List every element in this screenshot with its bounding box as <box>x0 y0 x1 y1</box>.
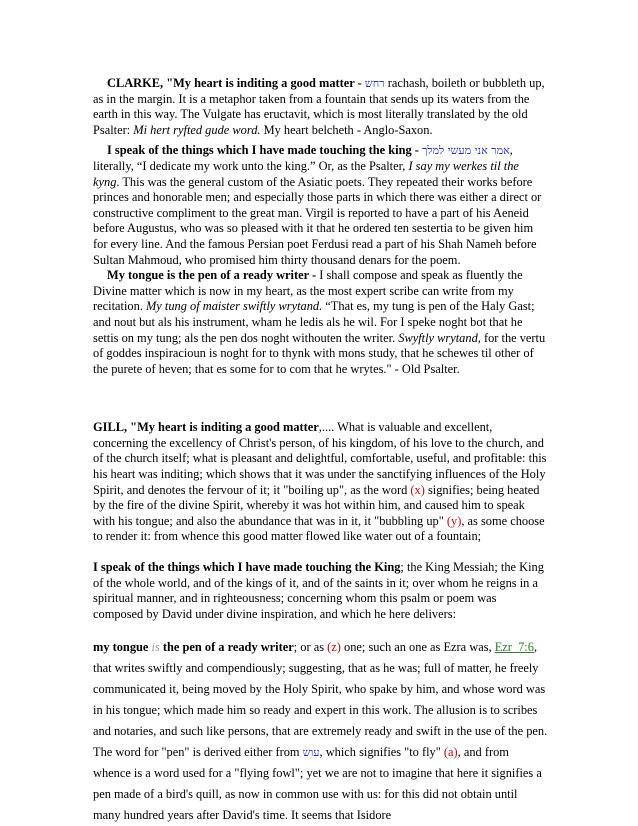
gill-paragraph-3 <box>93 637 548 826</box>
italic-quote: Mi hert ryfted gude word. <box>133 122 261 137</box>
gill-paragraph-2 <box>93 560 548 622</box>
italic-quote: I say my werkes til the kyng <box>93 158 519 189</box>
paragraph-spacer <box>93 545 548 560</box>
gill-paragraph-1 <box>93 420 548 545</box>
body-text: My heart belcheth - Anglo-Saxon. <box>260 122 433 137</box>
body-text: I shall compose and speak as fluently the Divine matter which is now in my heart, as the most expert scribe can write from my recitation. <box>93 268 523 314</box>
footnote-ref-x[interactable]: (x) <box>410 482 425 497</box>
clarke-paragraph-3 <box>93 268 548 377</box>
body-text: “That es, my tung is pen of the Haly Gast; and nout but als his instrument, wham he ledis als he wil. For I speke noght bot that he settis on my tung; als the pen dos noght withouten the writer. <box>93 299 535 345</box>
verse-phrase: my tongue <box>93 640 152 655</box>
footnote-ref-z[interactable]: (z) <box>327 640 341 655</box>
body-text: , as some choose to render it: from whence this good matter flowed like water out of a fountain; <box>93 513 545 544</box>
body-text: , which signifies "to fly" <box>319 745 444 760</box>
gill-heading: GILL, "My heart is inditing a good matter <box>93 420 319 435</box>
body-text: one; such an one as Ezra was, <box>340 640 495 655</box>
body-text: ; or as <box>293 640 328 655</box>
body-text: , literally, “I dedicate my work unto the king.” Or, as the Psalter, <box>93 143 513 173</box>
verse-phrase: I speak of the things which I have made touching the King <box>93 560 401 575</box>
supplied-word: is <box>151 640 160 655</box>
clarke-heading: CLARKE, "My heart is inditing a good matter - <box>107 76 365 90</box>
footnote-ref-a[interactable]: (a) <box>443 745 458 760</box>
italic-quote: My tung of maister swiftly wrytand. <box>145 299 323 314</box>
body-text: , that writes swiftly and compendiously; suggesting, that as he was; full of matter, he freely communicated it, being moved by the Holy Spirit, who spake by him, and whose word was in his tongue; which made him so ready and expert in this work. The allusion is to scribes and notaries, and such like persons, that are extremely ready and swift in the use of the pen. The word for "pen" is derived either from <box>93 640 548 760</box>
footnote-ref-y[interactable]: (y) <box>446 513 462 528</box>
body-text: ,.... What is valuable and excellent, concerning the excellency of Christ's person, of his kingdom, of his love to the church, and of the church itself; what is pleasant and delightful, comfortable, useful, and profitable: this his heart was inditing; which shows that it was under the sanctifying influences of the Holy Spirit, and denotes the fervour of it; it "boiling up", as the word <box>93 420 547 497</box>
italic-quote: Swyftly wrytand <box>398 330 478 345</box>
hebrew-text: רחש <box>364 77 385 90</box>
paragraph-spacer <box>93 622 548 637</box>
body-text: . This was the general custom of the Asiatic poets. They repeated their works before princes and honorable men; and especially those parts in which there was either a direct or constructive compliment to the great man. Virgil is reported to have a part of his Aeneid before Augustus, who was so pleased with it that he ordered ten sestertia to be given him for every line. And the famous Persian poet Ferdusi read a part of his Shah Nameh before Sultan Mahmoud, who promised him thirty thousand denars for the poem. <box>93 174 542 267</box>
clarke-paragraph-2 <box>93 143 548 268</box>
hebrew-text: עוש <box>302 746 320 760</box>
body-text: ; the King Messiah; the King of the whole world, and of the kings of it, and of the saints in it; over whom he reigns in a spiritual manner, and in righteousness; concerning whom this psalm or poem was composed by David under divine inspiration, and which he here delivers: <box>93 560 544 621</box>
scripture-link[interactable]: Ezr_7:6 <box>494 640 534 655</box>
commentary-page <box>93 76 548 826</box>
verse-phrase: My tongue is the pen of a ready writer - <box>107 268 320 283</box>
body-text: , and from whence is a word used for a "flying fowl"; yet we are not to imagine that here it signifies a pen made of a bird's quill, as now in common use with us: for this did not obtain until many hundred years after David's time. It seems that Isidore <box>93 745 542 823</box>
hebrew-text: אמר אני מעשי למלך <box>421 144 510 158</box>
clarke-paragraph-1 <box>93 76 548 138</box>
section-spacer <box>93 377 548 420</box>
verse-phrase: I speak of the things which I have made touching the king - <box>107 143 422 158</box>
body-text: signifies; being heated by the fire of the divine Spirit, whereby it was hot within him, and caused him to speak with his tongue; and also the abundance that was in it, it "bubbling up" <box>93 482 540 528</box>
body-text: rachash, boileth or bubbleth up, as in the margin. It is a metaphor taken from a fountain that sends up its waters from the earth in this way. The Vulgate has eructavit, which is most literally translated by the old Psalter: <box>93 76 545 137</box>
body-text: , for the vertu of goddes inspiracioun is noght for to thynk with mons study, that he schewes til other of the purete of heven; that es some for to com that he wrytes." - Old Psalter. <box>93 330 546 376</box>
verse-phrase: the pen of a ready writer <box>159 640 294 655</box>
